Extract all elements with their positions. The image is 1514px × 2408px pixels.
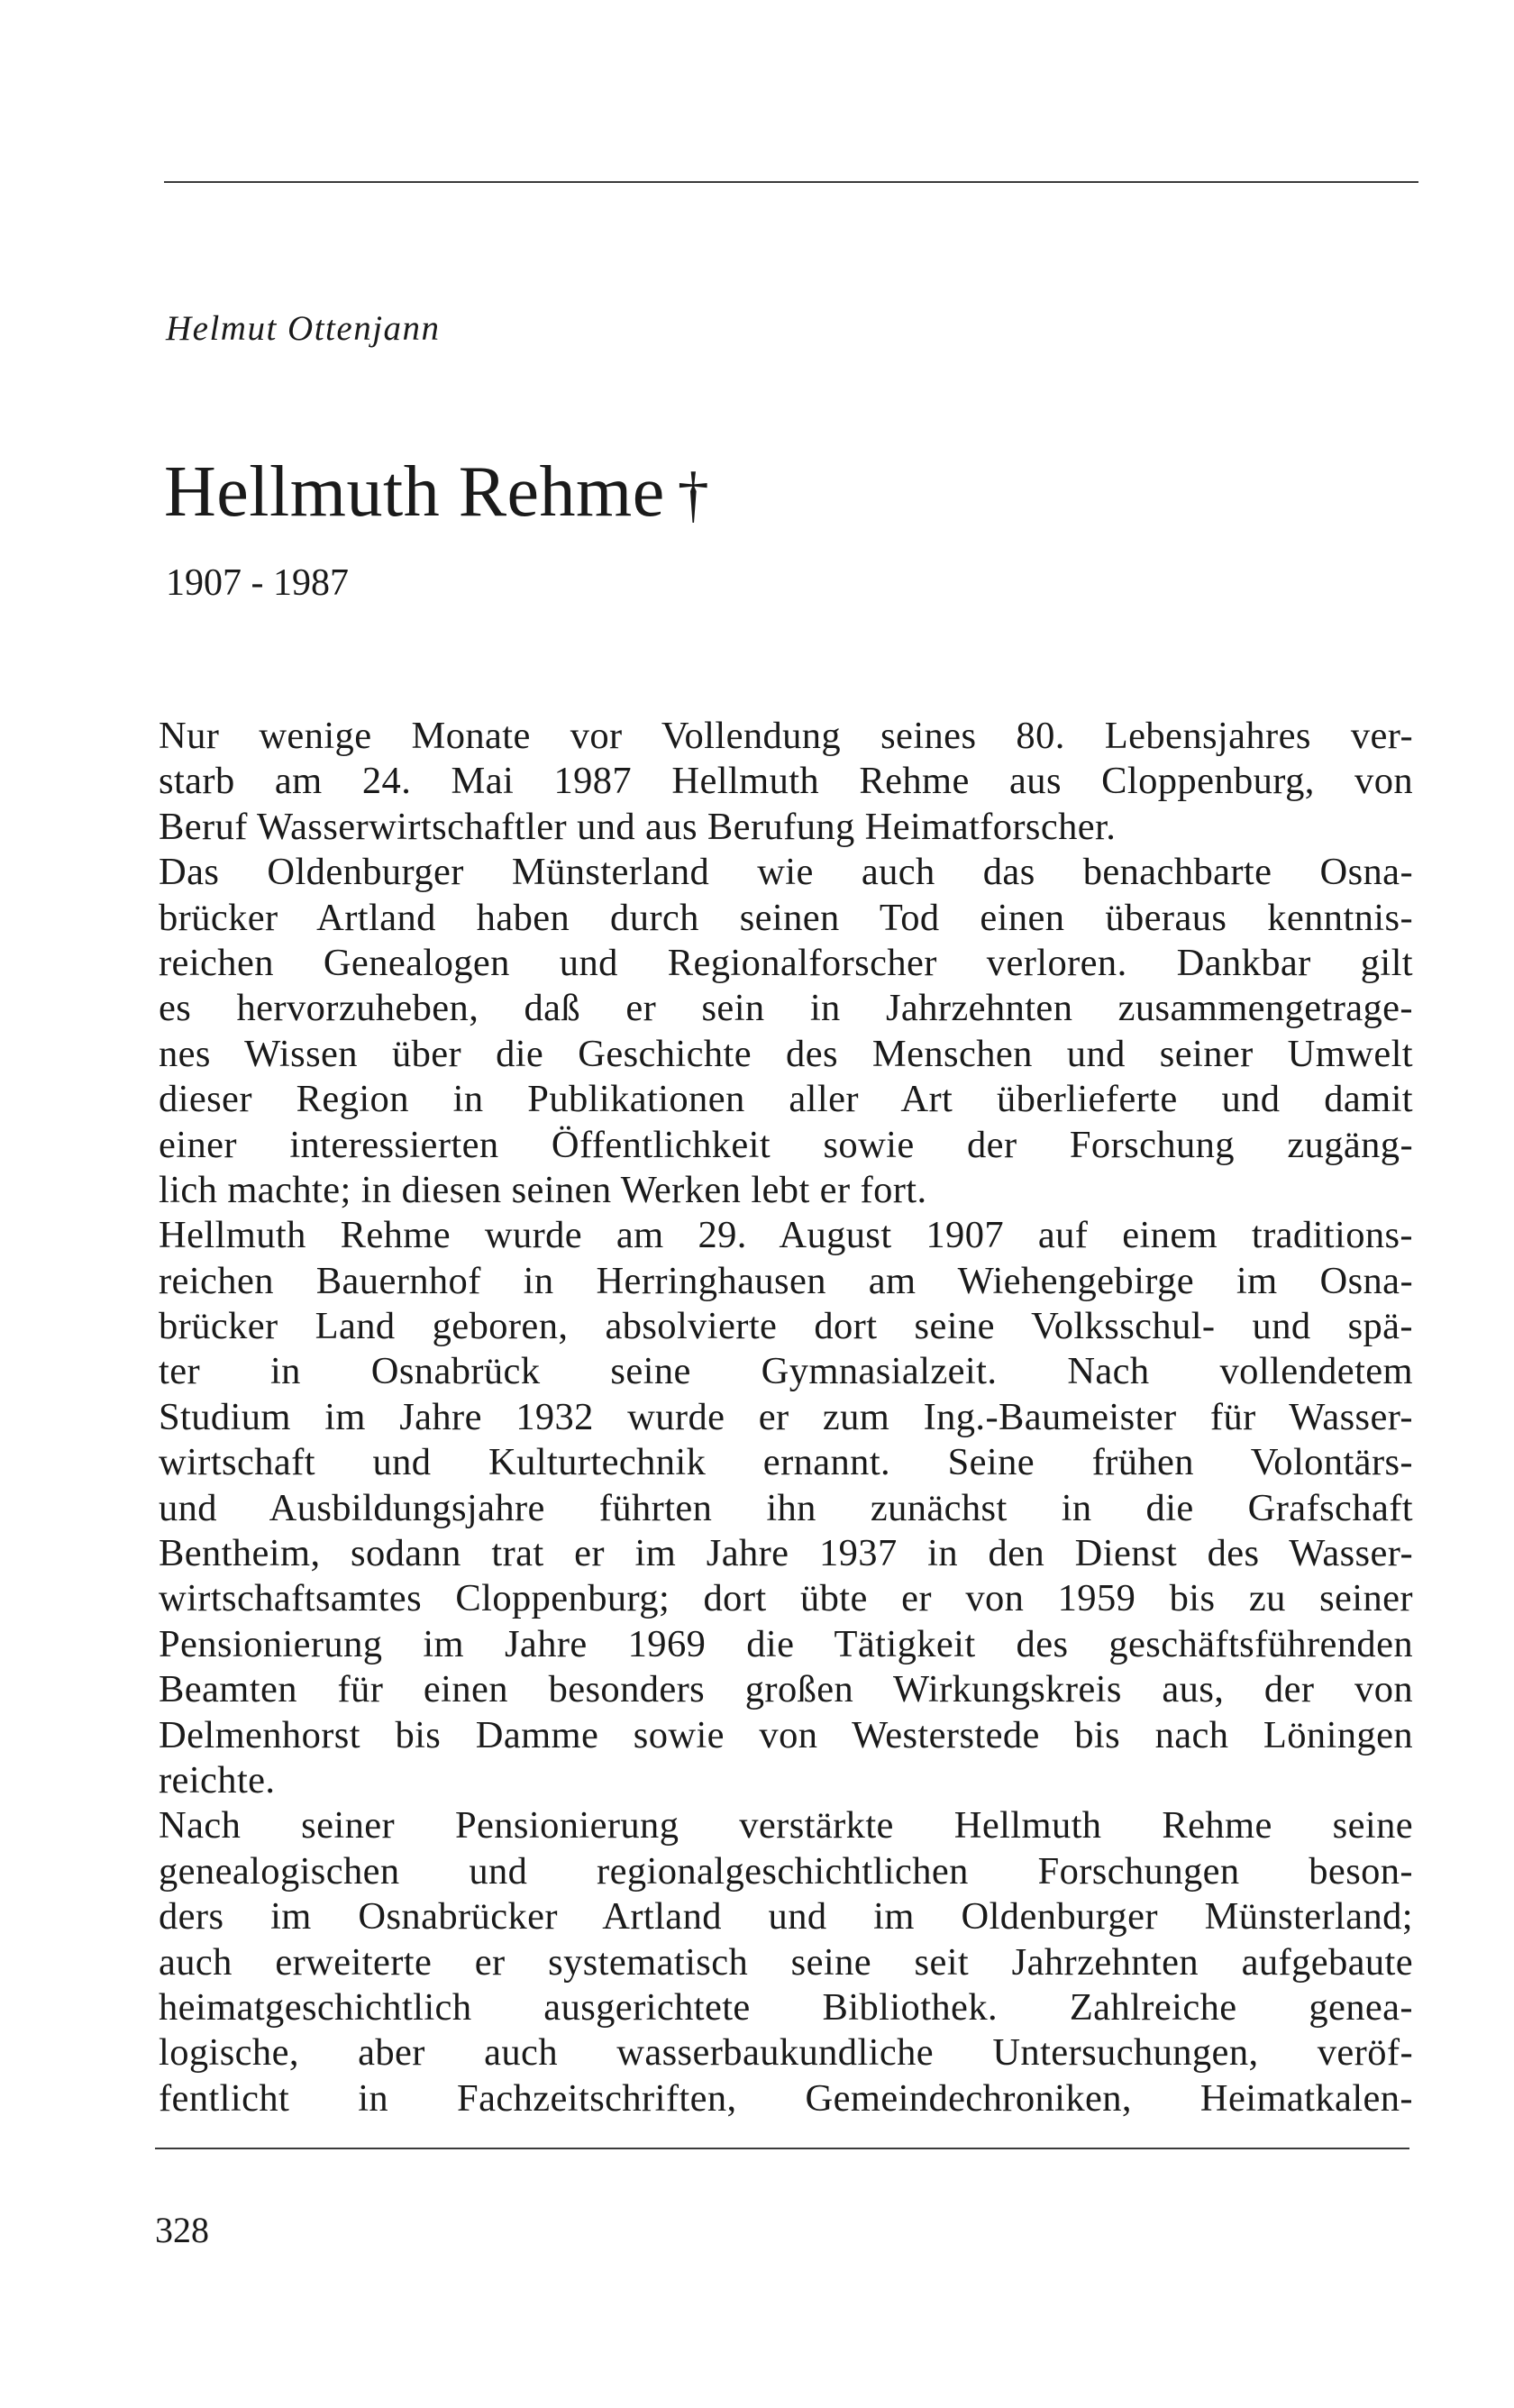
- text-line: reichen Genealogen und Regionalforscher verloren. Dankbar gilt: [159, 941, 1413, 984]
- text-line: genealogischen und regionalgeschichtlichen Forschungen beson-: [159, 1849, 1413, 1893]
- text-line: einer interessierten Öffentlichkeit sowie der Forschung zugäng-: [159, 1123, 1413, 1166]
- text-line: Pensionierung im Jahre 1969 die Tätigkeit des geschäftsführenden: [159, 1622, 1413, 1665]
- text-line: Beruf Wasserwirtschaftler und aus Berufung Heimatforscher.: [159, 805, 1117, 848]
- text-line: wirtschaft und Kulturtechnik ernannt. Seine frühen Volontärs-: [159, 1441, 1413, 1484]
- text-line: dieser Region in Publikationen aller Art überlieferte und damit: [159, 1078, 1413, 1121]
- text-line: und Ausbildungsjahre führten ihn zunächst in die Grafschaft: [159, 1486, 1413, 1529]
- text-line: brücker Land geboren, absolvierte dort seine Volksschul- und spä-: [159, 1305, 1413, 1348]
- text-line: reichte.: [159, 1758, 276, 1801]
- text-line: Delmenhorst bis Damme sowie von Westerstede bis nach Löningen: [159, 1713, 1413, 1756]
- text-line: Studium im Jahre 1932 wurde er zum Ing.-Baumeister für Wasser-: [159, 1395, 1413, 1438]
- text-line: Nur wenige Monate vor Vollendung seines 80. Lebensjahres ver-: [159, 715, 1413, 757]
- text-line: es hervorzuheben, daß er sein in Jahrzehnten zusammengetrage-: [159, 987, 1413, 1030]
- text-line: Das Oldenburger Münsterland wie auch das benachbarte Osna-: [159, 851, 1413, 894]
- text-line: logische, aber auch wasserbaukundliche Untersuchungen, veröf-: [159, 2031, 1413, 2075]
- text-line: Bentheim, sodann trat er im Jahre 1937 in den Dienst des Wasser-: [159, 1532, 1413, 1575]
- author-name: Helmut Ottenjann: [166, 309, 441, 348]
- life-years: 1907 - 1987: [166, 562, 349, 604]
- title-text: Hellmuth Rehme: [164, 452, 665, 532]
- text-line: ter in Osnabrück seine Gymnasialzeit. Nach vollendetem: [159, 1350, 1413, 1393]
- text-line: reichen Bauernhof in Herringhausen am Wiehengebirge im Osna-: [159, 1259, 1413, 1302]
- text-line: Beamten für einen besonders großen Wirkungskreis aus, der von: [159, 1668, 1413, 1711]
- text-line: fentlicht in Fachzeitschriften, Gemeindechroniken, Heimatkalen-: [159, 2076, 1413, 2120]
- text-line: wirtschaftsamtes Cloppenburg; dort übte er von 1959 bis zu seiner: [159, 1577, 1413, 1620]
- dagger-mark: †: [677, 461, 710, 530]
- article-title: [164, 452, 710, 532]
- text-line: auch erweiterte er systematisch seine seit Jahrzehnten aufgebaute: [159, 1940, 1413, 1984]
- top-rule: [164, 181, 1418, 183]
- text-line: heimatgeschichtlich ausgerichtete Bibliothek. Zahlreiche genea-: [159, 1985, 1413, 2029]
- text-line: starb am 24. Mai 1987 Hellmuth Rehme aus Cloppenburg, von: [159, 760, 1413, 803]
- text-line: Nach seiner Pensionierung verstärkte Hellmuth Rehme seine: [159, 1804, 1413, 1847]
- text-line: ders im Osnabrücker Artland und im Oldenburger Münsterland;: [159, 1895, 1413, 1938]
- bottom-rule: [155, 2148, 1409, 2149]
- text-line: Hellmuth Rehme wurde am 29. August 1907 auf einem traditions-: [159, 1214, 1413, 1257]
- text-line: brücker Artland haben durch seinen Tod einen überaus kenntnis-: [159, 896, 1413, 939]
- page-number: 328: [155, 2210, 209, 2250]
- text-line: nes Wissen über die Geschichte des Menschen und seiner Umwelt: [159, 1032, 1413, 1075]
- text-line: lich machte; in diesen seinen Werken lebt er fort.: [159, 1168, 927, 1211]
- article-body: [159, 714, 1413, 2121]
